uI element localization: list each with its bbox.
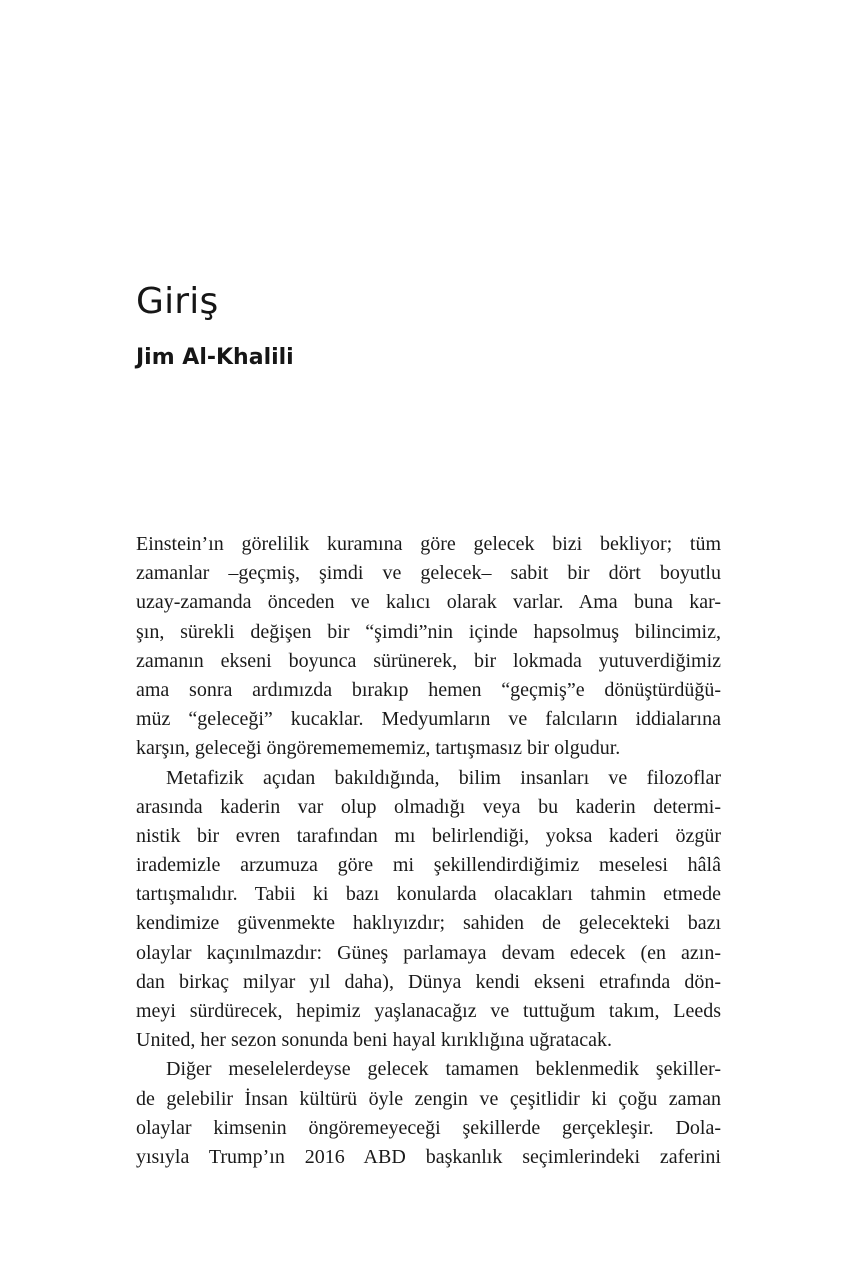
text-line: arasında kaderin var olup olmadığı veya bu kaderin determi- xyxy=(136,795,721,818)
text-line: kendimize güvenmekte haklıyızdır; sahiden de gelecekteki bazı xyxy=(136,912,721,935)
paragraph-3 xyxy=(136,1055,721,1172)
text-line: olaylar kaçınılmazdır: Güneş parlamaya devam edecek (en azın- xyxy=(136,941,721,964)
text-line: olaylar kimsenin öngöremeyeceği şekillerde gerçekleşir. Dola- xyxy=(136,1116,721,1139)
text-line: zamanın ekseni boyunca sürünerek, bir lokmada yutuverdiğimiz xyxy=(136,649,721,672)
text-line: dan birkaç milyar yıl daha), Dünya kendi ekseni etrafında dön- xyxy=(136,970,721,993)
text-line: karşın, geleceği öngörememememiz, tartışmasız bir olgudur. xyxy=(136,737,621,760)
paragraph-2 xyxy=(136,764,721,1056)
text-line: zamanlar –geçmiş, şimdi ve gelecek– sabit bir dört boyutlu xyxy=(136,562,721,585)
text-line: şın, sürekli değişen bir “şimdi”nin içinde hapsolmuş bilincimiz, xyxy=(136,620,721,643)
text-line: de gelebilir İnsan kültürü öyle zengin ve çeşitlidir ki çoğu zaman xyxy=(136,1087,721,1110)
body-text xyxy=(136,530,721,1172)
text-line: meyi sürdürecek, hepimiz yaşlanacağız ve tuttuğum takım, Leeds xyxy=(136,1000,721,1022)
chapter-author: Jim Al-Khalili xyxy=(136,345,294,370)
text-line: irademizle arzumuza göre mi şekillendirdiğimiz meselesi hâlâ xyxy=(136,854,721,877)
text-line: müz “geleceği” kucaklar. Medyumların ve falcıların iddialarına xyxy=(136,708,721,731)
text-line: nistik bir evren tarafından mı belirlendiği, yoksa kaderi özgür xyxy=(136,824,721,847)
text-line: Einstein’ın görelilik kuramına göre gelecek bizi bekliyor; tüm xyxy=(136,533,721,555)
text-line: yısıyla Trump’ın 2016 ABD başkanlık seçimlerindeki zaferini xyxy=(136,1145,721,1168)
text-line: Diğer meselelerdeyse gelecek tamamen beklenmedik şekiller- xyxy=(166,1058,721,1081)
text-line: Metafizik açıdan bakıldığında, bilim insanları ve filozoflar xyxy=(166,766,721,789)
chapter-title: Giriş xyxy=(136,281,219,322)
text-line: tartışmalıdır. Tabii ki bazı konularda olacakları tahmin etmede xyxy=(136,883,721,906)
text-line: ama sonra ardımızda bırakıp hemen “geçmiş”e dönüştürdüğü- xyxy=(136,678,721,701)
text-line: uzay-zamanda önceden ve kalıcı olarak varlar. Ama buna kar- xyxy=(136,591,721,614)
text-line: United, her sezon sonunda beni hayal kırıklığına uğratacak. xyxy=(136,1029,612,1052)
paragraph-1 xyxy=(136,530,721,764)
